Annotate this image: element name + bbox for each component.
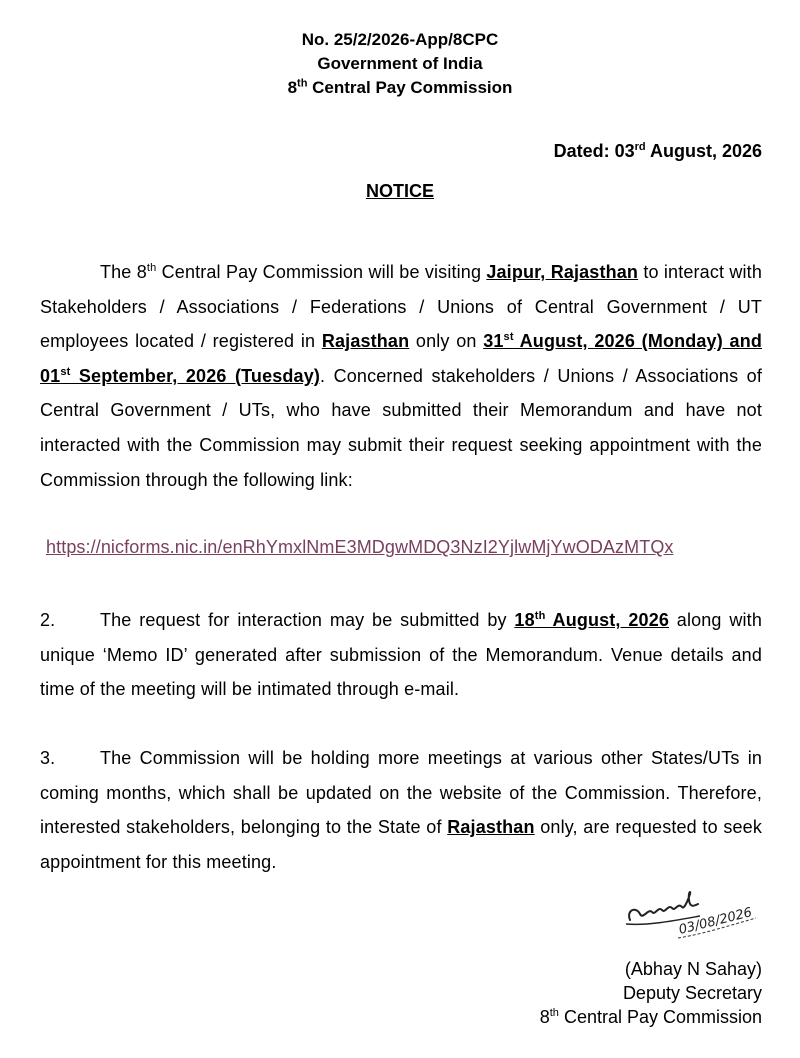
- state-highlight: Rajasthan: [321, 331, 410, 352]
- signatory-organisation: 8th Central Pay Commission: [539, 1007, 762, 1027]
- paragraph-1: The 8th Central Pay Commission will be visiting Jaipur, Rajasthan to interact with Stakeholders / Associations / Federations / Unions of Central Government / UT employees located / registered in Rajasthan only on 31st August, 2026 (Monday) and 01st September, 2026 (Tuesday). Concerned stakeholders / Unions / Associations of Central Government / UTs, who have submitted their Memorandum and have not interacted with the Commission may submit their request seeking appointment with the Commission through the following link:: [40, 262, 762, 490]
- government-line: Government of India: [317, 54, 483, 73]
- signature-block: [540, 957, 762, 1029]
- reference-number: No. 25/2/2026-App/8CPC: [301, 30, 499, 49]
- notice-title: NOTICE: [365, 181, 434, 201]
- document-header: [0, 28, 800, 100]
- state-highlight-2: Rajasthan: [447, 817, 535, 838]
- city-highlight: Jaipur, Rajasthan: [486, 262, 639, 282]
- paragraph-3: 3. The Commission will be holding more meetings at various other States/UTs in coming months, which shall be updated on the website of the Commission. Therefore, interested stakeholders, belonging to the State of Rajasthan only, are requested to seek appointment for this meeting.: [40, 748, 762, 872]
- deadline-highlight: 18th August, 2026: [514, 610, 670, 630]
- visit-dates-highlight: 31st August, 2026 (Monday) and 01st September, 2026 (Tuesday): [40, 331, 762, 386]
- paragraph-2: 2. The request for interaction may be submitted by 18th August, 2026 along with unique ‘Memo ID’ generated after submission of the Memorandum. Venue details and time of the meeting will be intimated through e-mail.: [40, 610, 762, 700]
- commission-line: 8th Central Pay Commission: [287, 77, 513, 97]
- dated-line: Dated: 03rd August, 2026: [553, 141, 762, 161]
- signatory-name: (Abhay N Sahay): [624, 959, 762, 979]
- appointment-form-link[interactable]: https://nicforms.nic.in/enRhYmxlNmE3MDgwMDQ3NzI2YjlwMjYwODAzMTQx: [46, 537, 674, 557]
- signatory-designation: Deputy Secretary: [622, 983, 762, 1003]
- signature-date: 03/08/2026: [677, 905, 754, 938]
- handwritten-signature: [618, 880, 763, 942]
